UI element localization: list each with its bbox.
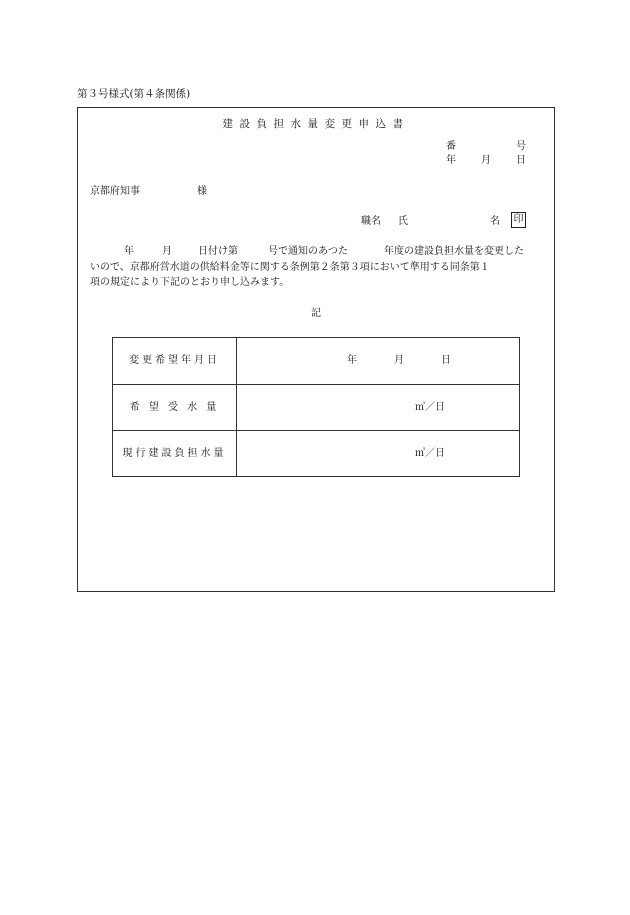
addressee-governor: 京都府知事	[90, 186, 140, 197]
seal-box: 印	[511, 212, 526, 228]
table-row-divider	[113, 430, 519, 431]
row-current-volume-unit: ㎥／日	[415, 448, 445, 459]
table-row-divider	[113, 384, 519, 385]
body-notice-number-label: 号で通知のあつた	[268, 246, 348, 257]
row-desired-volume-label: 希 望 受 水 量	[129, 402, 220, 413]
row-current-volume-label: 現行建設負担水量	[122, 448, 227, 459]
body-year-label: 年	[124, 246, 134, 257]
ki-heading: 記	[311, 308, 321, 319]
body-line-2: いので、京都府営水道の供給料金等に関する条例第２条第３項において準用する同条第１	[90, 262, 490, 273]
row-change-date-day: 日	[441, 355, 451, 366]
details-table	[112, 337, 520, 477]
body-month-label: 月	[162, 246, 172, 257]
applicant-position-label: 職名	[361, 216, 381, 227]
row-change-date-month: 月	[394, 355, 404, 366]
row-change-date-label: 変更希望年月日	[129, 355, 220, 366]
date-day-label: 日	[516, 155, 526, 166]
addressee-honorific: 様	[197, 186, 207, 197]
form-title: 建設負担水量変更申込書	[222, 118, 410, 130]
table-column-divider	[236, 338, 237, 476]
date-year-label: 年	[446, 155, 456, 166]
row-change-date-year: 年	[347, 355, 357, 366]
body-fiscal-year-label: 年度の建設負担水量を変更した	[384, 246, 524, 257]
form-number-label: 第３号様式(第４条関係)	[77, 88, 191, 100]
body-day-notice-label: 日付け第	[198, 246, 238, 257]
row-desired-volume-unit: ㎥／日	[415, 402, 445, 413]
applicant-name-prefix: 氏	[398, 216, 408, 227]
body-line-3: 項の規定により下記のとおり申し込みます。	[90, 277, 290, 288]
date-month-label: 月	[481, 155, 491, 166]
document-number-suffix: 号	[516, 141, 526, 152]
applicant-name-suffix: 名	[490, 216, 500, 227]
document-number-label: 番	[446, 141, 456, 152]
